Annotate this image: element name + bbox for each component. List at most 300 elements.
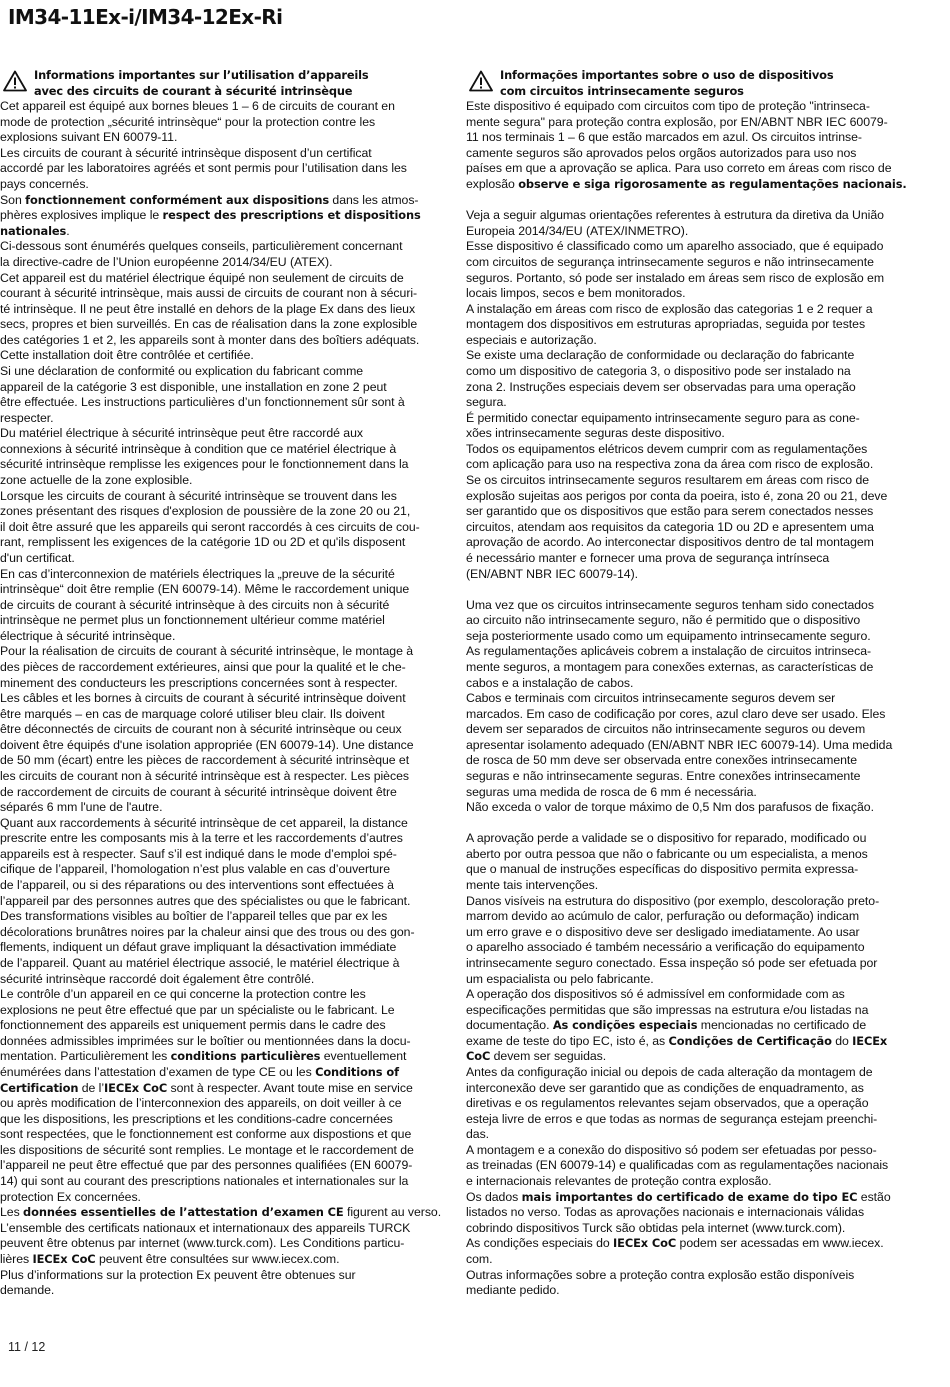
text-line: [0, 1283, 445, 1299]
line-text: Des transformations visibles au boîtier de l’appareil telles que par ex les: [0, 909, 388, 924]
text-line: [0, 738, 445, 754]
line-text: de circuits de courant à sécurité intrinsèque à des circuits non à sécurité: [0, 597, 390, 612]
line-text: il doit être assuré que les appareils qui seront raccordés à ces circuits de cou-: [0, 519, 420, 534]
line-text: aberto por outra pessoa que não o fabricante ou um especialista, a menos: [466, 846, 868, 861]
text-line: [466, 1190, 910, 1206]
text-line: [466, 1158, 910, 1174]
text-line: [0, 1096, 445, 1112]
text-line: [466, 691, 910, 707]
line-text: explosão: [466, 177, 519, 192]
line-text: Não exceda o valor de torque máximo de 0,5 Nm dos parafusos de fixação.: [466, 800, 874, 815]
text-line: [466, 707, 910, 723]
line-text: mente seguros, a montagem para conexões externas, as características de: [466, 659, 874, 674]
text-line: [0, 130, 445, 146]
line-text: com.: [466, 1251, 493, 1266]
french-heading: [0, 68, 445, 99]
line-text: sont à respecter. Avant toute mise en service: [167, 1080, 413, 1095]
line-text: segura.: [466, 395, 507, 410]
line-text: demande.: [0, 1283, 55, 1298]
text-line: [466, 1003, 910, 1019]
text-line: [0, 676, 445, 692]
text-line: [466, 940, 910, 956]
text-line: [0, 722, 445, 738]
emphasized-text: As condições especiais: [552, 1018, 698, 1033]
line-text: prescrite entre les composants mis à la terre et les raccordements d’autres: [0, 831, 403, 846]
french-heading-line-2: avec des circuits de courant à sécurité intrinsèque: [34, 83, 353, 98]
text-line: [466, 1065, 910, 1081]
text-line: [0, 115, 445, 131]
text-line: [0, 1221, 445, 1237]
text-line: [466, 1081, 910, 1097]
text-line: [466, 1283, 910, 1299]
line-text: Se os circuitos intrinsecamente seguros resultarem em áreas com risco de: [466, 473, 870, 488]
text-line: [466, 411, 910, 427]
line-text: Antes da configuração inicial ou depois de cada alteração da montagem de: [466, 1065, 873, 1079]
text-line: [466, 286, 910, 302]
line-text: interconexão deve ser garantido que as condições de enquadramento, as: [466, 1080, 864, 1095]
line-text: mente segura" para proteção contra explosão, por EN/ABNT NBR IEC 60079-: [466, 114, 888, 129]
line-text: com circuitos de segurança intrinsecamente seguros e não intrinsecamente: [466, 254, 874, 269]
emphasized-text: conditions particulières: [170, 1049, 321, 1064]
text-line: [0, 317, 445, 333]
text-line: [0, 800, 445, 816]
text-line: [466, 504, 910, 520]
line-text: de l’: [78, 1080, 105, 1095]
line-text: sont respectées, que le fonctionnement est conforme aux dispostions et que: [0, 1127, 412, 1142]
text-line: [466, 785, 910, 801]
text-line: [466, 99, 910, 115]
text-line: [0, 691, 445, 707]
text-line: [0, 1049, 445, 1065]
line-text: apresentar isolamento adequado (EN/ABNT NBR IEC 60079-14). Uma medida: [466, 737, 893, 752]
line-text: minement des conducteurs les prescriptions concernées sont à respecter.: [0, 675, 398, 690]
line-text: être marqués – en cas de marquage coloré utiliser bleu clair. Ils doivent: [0, 706, 385, 721]
line-text: de 50 mm (écart) entre les pièces de raccordement à sécurité intrinsèque et: [0, 753, 410, 768]
line-text: exame de teste do tipo EC, isto é, as: [466, 1033, 669, 1048]
line-text: mediante pedido.: [466, 1283, 560, 1298]
emphasized-text: Certification: [0, 1080, 79, 1095]
line-text: documentação.: [466, 1018, 553, 1033]
paragraph-gap: [466, 816, 910, 832]
text-line: [466, 769, 910, 785]
line-text: En cas d’interconnexion de matériels électriques la „preuve de la sécurité: [0, 566, 395, 581]
text-line: [466, 800, 910, 816]
text-line: [466, 753, 910, 769]
text-line: [466, 925, 910, 941]
text-line: [466, 909, 910, 925]
text-line: [0, 1174, 445, 1190]
text-line: [0, 473, 445, 489]
text-line: [466, 317, 910, 333]
text-line: [0, 644, 445, 660]
text-line: [466, 598, 910, 614]
text-line: [466, 972, 910, 988]
text-line: [466, 878, 910, 894]
paragraph-gap: [466, 582, 910, 598]
line-text: décolorations brunâtres noires par la chaleur ainsi que des trous ou des gon-: [0, 924, 415, 939]
text-line: [0, 925, 445, 941]
text-line: [0, 567, 445, 583]
text-line: [0, 1112, 445, 1128]
line-text: A operação dos dispositivos só é admissível em conformidade com as: [466, 987, 845, 1002]
line-text: peuvent être obtenus par internet (www.turck.com). Les Conditions particu-: [0, 1236, 405, 1251]
portuguese-body: [466, 99, 910, 1299]
line-text: Danos visíveis na estrutura do dispositivo (por exemplo, descoloração preto-: [466, 893, 880, 908]
line-text: das.: [466, 1127, 490, 1142]
text-line: [466, 146, 910, 162]
text-line: [466, 1252, 910, 1268]
line-text: Cet appareil est du matériel électrique équipé non seulement de circuits de: [0, 270, 404, 285]
line-text: é necessário manter e fornecer uma prova de segurança intrínseca: [466, 550, 830, 565]
warning-triangle-icon: [469, 70, 493, 92]
text-line: [0, 302, 445, 318]
text-line: [466, 161, 910, 177]
text-line: [0, 1236, 445, 1252]
line-text: la directive-cadre de l’Union européenne 2014/34/EU (ATEX).: [0, 254, 333, 269]
text-line: [466, 1049, 910, 1065]
text-line: [466, 380, 910, 396]
text-line: [0, 582, 445, 598]
line-text: rant, remplissent les exigences de la catégorie 1D ou 2D et qu'ils disposent: [0, 535, 406, 550]
line-text: Cabos e terminais com circuitos intrinsecamente seguros devem ser: [466, 691, 836, 706]
text-line: [0, 255, 445, 271]
text-line: [0, 271, 445, 287]
line-text: devem ser seguidas.: [490, 1049, 607, 1064]
line-text: .: [66, 223, 70, 238]
text-line: [0, 909, 445, 925]
text-line: [0, 1190, 445, 1206]
line-text: appareil de la catégorie 3 est disponible, une installation en zone 2 peut: [0, 379, 387, 394]
line-text: Ci-dessous sont énumérés quelques conseils, particulièrement concernant: [0, 239, 403, 254]
text-line: [0, 987, 445, 1003]
line-text: locais limpos, secos e bem monitorados.: [466, 286, 686, 301]
line-text: marrom devido ao acúmulo de calor, perfuração ou deformação) indicam: [466, 909, 860, 924]
line-text: Les circuits de courant à sécurité intrinsèque disposent d’un certificat: [0, 145, 372, 160]
line-text: Quant aux raccordements à sécurité intrinsèque de cet appareil, la distance: [0, 815, 408, 830]
french-column: [0, 68, 445, 1299]
line-text: especificações permitidas que são impressas na estrutura e/ou listadas na: [466, 1002, 869, 1017]
text-line: [0, 239, 445, 255]
emphasized-text: IECEx CoC: [613, 1236, 677, 1251]
text-line: [466, 489, 910, 505]
text-line: [0, 348, 445, 364]
line-text: des pièces de raccordement extérieures, ainsi que pour la qualité et le che-: [0, 659, 406, 674]
line-text: Le contrôle d’un appareil en ce qui concerne la protection contre les: [0, 987, 366, 1002]
line-text: mente tais intervenções.: [466, 878, 599, 893]
text-line: [0, 894, 445, 910]
text-line: [466, 1205, 910, 1221]
line-text: Veja a seguir algumas orientações referentes à estrutura da diretiva da União: [466, 208, 884, 223]
line-text: Os dados: [466, 1189, 522, 1204]
line-text: as treinadas (EN 60079-14) e qualificadas com as regulamentações nacionais: [466, 1158, 889, 1173]
text-line: [0, 208, 445, 224]
text-line: [466, 1112, 910, 1128]
line-text: intrinsèque“ doit être remplie (EN 60079-14). Même le raccordement unique: [0, 582, 410, 597]
line-text: xões intrinsecamente seguras deste dispositivo.: [466, 426, 725, 441]
line-text: seguras uma medida de rosca de 6 mm é necessária.: [466, 784, 757, 799]
emphasized-text: CoC: [466, 1049, 491, 1064]
line-text: fonctionnement des appareils est uniquement permis dans le cadre des: [0, 1018, 386, 1033]
document-title: IM34-11Ex-i/IM34-12Ex-Ri: [8, 5, 283, 29]
text-line: [0, 504, 445, 520]
text-line: [466, 1143, 910, 1159]
line-text: protection Ex concernées.: [0, 1189, 141, 1204]
line-text: séparés 6 mm l'une de l'autre.: [0, 800, 163, 815]
text-line: [0, 161, 445, 177]
text-line: [466, 302, 910, 318]
text-line: [466, 660, 910, 676]
line-text: seguros. Portanto, só pode ser instalado em áreas sem risco de explosão em: [466, 270, 885, 285]
line-text: d'un certificat.: [0, 550, 75, 565]
line-text: montagem dos dispositivos em estruturas apropriadas, seguida por testes: [466, 317, 866, 332]
text-line: [466, 208, 910, 224]
line-text: o aparelho associado é também necessário a verificação do equipamento: [466, 940, 865, 955]
text-line: [0, 1034, 445, 1050]
text-line: [466, 847, 910, 863]
line-text: les dispositions de sécurité sont remplies. Le montage et le raccordement de: [0, 1142, 414, 1157]
text-line: [466, 722, 910, 738]
line-text: les circuits de courant non à sécurité intrinsèque est à respecter. Les pièces: [0, 769, 409, 784]
text-line: [0, 1081, 445, 1097]
french-body: [0, 99, 445, 1299]
line-text: camente seguros são aprovados pelos orgãos autorizados para uso nos: [466, 145, 857, 160]
emphasized-text: mais importantes do certificado de exame do tipo EC: [521, 1189, 858, 1204]
text-line: [466, 115, 910, 131]
warning-triangle-icon: [3, 70, 27, 92]
line-text: aprovação de acordo. Ao interconectar dispositivos dentro de tal montagem: [466, 535, 874, 550]
line-text: de rosca de 50 mm deve ser observada entre conexões intrinsecamente: [466, 753, 858, 768]
line-text: (EN/ABNT NBR IEC 60079-14).: [466, 566, 639, 581]
text-line: [466, 520, 910, 536]
text-line: [0, 1252, 445, 1268]
text-line: [466, 738, 910, 754]
line-text: explosions ne peut être effectué que par un spécialiste ou le fabricant. Le: [0, 1002, 395, 1017]
text-line: [466, 1018, 910, 1034]
text-line: [466, 1127, 910, 1143]
text-line: [466, 987, 910, 1003]
line-text: que les dispositions, les prescriptions et les conditions-cadre concernées: [0, 1111, 393, 1126]
text-line: [0, 1158, 445, 1174]
text-line: [0, 956, 445, 972]
line-text: especiais e autorização.: [466, 332, 597, 347]
line-text: pays concernés.: [0, 177, 89, 192]
line-text: A aprovação perde a validade se o dispositivo for reparado, modificado ou: [466, 831, 867, 846]
text-line: [0, 411, 445, 427]
portuguese-heading: [466, 68, 910, 99]
line-text: appareils est à respecter. Sauf s’il est indiqué dans le mode d’emploi spé-: [0, 846, 397, 861]
text-line: [0, 613, 445, 629]
text-line: [0, 1065, 445, 1081]
line-text: devem ser separados de circuitos não intrinsecamente seguros ou devem: [466, 722, 866, 737]
text-line: [0, 847, 445, 863]
emphasized-text: fonctionnement conformément aux dispositions: [25, 192, 330, 207]
line-text: zone actuelle de la zone explosible.: [0, 473, 193, 488]
line-text: Les: [0, 1205, 24, 1220]
line-text: figurent au verso.: [343, 1205, 442, 1220]
text-line: [0, 1268, 445, 1284]
emphasized-text: données essentielles de l’attestation d’examen CE: [23, 1205, 344, 1220]
line-text: Cet appareil est équipé aux bornes bleues 1 – 6 de circuits de courant en: [0, 99, 395, 114]
line-text: Todos os equipamentos elétricos devem cumprir com as regulamentações: [466, 441, 868, 456]
text-line: [0, 395, 445, 411]
text-line: [466, 676, 910, 692]
line-text: L’ensemble des certificats nationaux et internationaux des appareils TURCK: [0, 1220, 411, 1235]
text-line: [0, 286, 445, 302]
text-line: [466, 442, 910, 458]
text-line: [0, 535, 445, 551]
line-text: doivent être équipés d'une isolation appropriée (EN 60079-14). Une distance: [0, 737, 414, 752]
line-text: países em que a aprovação se aplica. Para uso correto em áreas com risco de: [466, 161, 892, 176]
line-text: l’appareil ne peut être effectué que par des personnes qualifiées (EN 60079-: [0, 1158, 413, 1173]
line-text: As condições especiais do: [466, 1236, 614, 1251]
text-line: [466, 629, 910, 645]
text-line: [466, 426, 910, 442]
line-text: té intrinsèque. Il ne peut être installé en dehors de la plage Ex dans des lieux: [0, 301, 416, 316]
line-text: que o manual de instruções específicas do dispositivo permita expressa-: [466, 862, 859, 877]
text-line: [466, 271, 910, 287]
text-line: [466, 1034, 910, 1050]
emphasized-text: observe e siga rigorosamente as regulamentações nacionais.: [518, 177, 907, 192]
portuguese-column: [466, 68, 910, 1299]
line-text: courant à sécurité intrinsèque, mais aussi de circuits de courant non à sécuri-: [0, 286, 418, 301]
text-line: [0, 1018, 445, 1034]
text-line: [0, 707, 445, 723]
line-text: respecter.: [0, 410, 54, 425]
text-line: [0, 442, 445, 458]
line-text: intrinsèque ne permet plus un fonctionnement ultérieur comme matériel: [0, 613, 385, 628]
line-text: esteja livre de erros e que todas as normas de segurança estejam preenchi-: [466, 1111, 878, 1126]
text-line: [0, 972, 445, 988]
line-text: A instalação em áreas com risco de explosão das categorias 1 e 2 requer a: [466, 301, 873, 316]
text-line: [466, 239, 910, 255]
line-text: mentation. Particulièrement les: [0, 1049, 171, 1064]
text-line: [0, 753, 445, 769]
text-line: [0, 146, 445, 162]
text-line: [0, 489, 445, 505]
line-text: Lorsque les circuits de courant à sécurité intrinsèque se trouvent dans les: [0, 488, 397, 503]
line-text: flements, indiquent un défaut grave impliquant la désactivation immédiate: [0, 940, 397, 955]
text-line: [0, 629, 445, 645]
emphasized-text: Condições de Certificação: [668, 1033, 832, 1048]
text-line: [0, 520, 445, 536]
text-line: [0, 660, 445, 676]
text-line: [0, 1127, 445, 1143]
line-text: être effectuée. Les instructions particulières d’un fonctionnement sûr sont à: [0, 395, 405, 410]
line-text: seguras e não intrinsecamente seguras. Entre conexões intrinsecamente: [466, 769, 861, 784]
text-line: [0, 426, 445, 442]
emphasized-text: nationales: [0, 223, 67, 238]
text-line: [0, 878, 445, 894]
line-text: diretivas e os regulamentos relevantes sejam observados, que a operação: [466, 1096, 869, 1111]
line-text: des catégories 1 et 2, les appareils sont à monter dans des boîtiers adéquats.: [0, 332, 420, 347]
text-line: [466, 831, 910, 847]
line-text: Du matériel électrique à sécurité intrinsèque peut être raccordé aux: [0, 426, 363, 441]
line-text: e internacionais relevantes de proteção contra explosão.: [466, 1174, 772, 1189]
line-text: Si une déclaration de conformité ou explication du fabricant comme: [0, 363, 364, 378]
line-text: de l’appareil. Quant au matériel électrique associé, le matériel électrique à: [0, 955, 400, 970]
portuguese-heading-line-2: com circuitos intrinsecamente seguros: [500, 83, 744, 98]
line-text: marcados. Em caso de codificação por cores, azul claro deve ser usado. Eles: [466, 706, 886, 721]
page-number: 11 / 12: [8, 1340, 46, 1354]
line-text: secs, propres et bien surveillés. En cas de réalisation dans la zone explosible: [0, 317, 418, 332]
line-text: intrinsecamente seguro conectado. Essa inspeção só pode ser efetuada por: [466, 955, 878, 970]
line-text: Europeia 2014/34/EU (ATEX/INMETRO).: [466, 223, 689, 238]
line-text: cifique de l’appareil, l’homologation n’est plus valable en cas d’ouverture: [0, 862, 390, 877]
paragraph-gap: [466, 193, 910, 209]
line-text: Son: [0, 192, 26, 207]
line-text: ser garantido que os dispositivos que estão para serem conectados nesses: [466, 504, 874, 519]
line-text: listados no verso. Todas as aprovações nacionais e internacionais válidas: [466, 1205, 865, 1220]
text-line: [466, 395, 910, 411]
line-text: um espacialista ou pelo fabricante.: [466, 971, 654, 986]
line-text: Uma vez que os circuitos intrinsecamente seguros tenham sido conectados: [466, 597, 874, 612]
text-line: [0, 598, 445, 614]
line-text: podem ser acessadas em www.iecex.: [676, 1236, 884, 1251]
line-text: seja posteriormente usado como um equipamento intrinsecamente seguro.: [466, 628, 871, 643]
line-text: cobrindo dispositivos Turck são obtidas pela internet (www.turck.com).: [466, 1220, 846, 1235]
text-line: [0, 1205, 445, 1221]
text-line: [466, 333, 910, 349]
line-text: ou après modification de l’interconnexion des appareils, on doit veiller à ce: [0, 1096, 402, 1111]
line-text: explosions suivant EN 60079-11.: [0, 130, 178, 145]
text-line: [0, 457, 445, 473]
text-line: [0, 1143, 445, 1159]
text-line: [466, 567, 910, 583]
line-text: de l’appareil, ou si des réparations ou des interventions sont effectuées à: [0, 878, 394, 893]
text-line: [466, 1268, 910, 1284]
text-line: [0, 769, 445, 785]
text-line: [466, 473, 910, 489]
line-text: Este dispositivo é equipado com circuitos com tipo de proteção "intrinseca-: [466, 99, 870, 114]
text-line: [0, 862, 445, 878]
line-text: peuvent être consultées sur www.iecex.com.: [95, 1251, 340, 1266]
text-line: [466, 613, 910, 629]
line-text: circuitos, atendam aos requisitos da categoria 1D ou 2D e apresentem uma: [466, 519, 874, 534]
line-text: connexions à sécurité intrinsèque à condition que ce matériel électrique à: [0, 441, 397, 456]
text-line: [466, 1174, 910, 1190]
line-text: Plus d’informations sur la protection Ex peuvent être obtenues sur: [0, 1267, 356, 1282]
line-text: Se existe uma declaração de conformidade ou declaração do fabricante: [466, 348, 855, 363]
line-text: eventuellement: [320, 1049, 407, 1064]
text-line: [466, 862, 910, 878]
line-text: sécurité intrinsèque raccordé doit également être contrôlé.: [0, 971, 315, 986]
text-line: [0, 816, 445, 832]
text-line: [466, 457, 910, 473]
emphasized-text: IECEx CoC: [32, 1251, 96, 1266]
line-text: être déconnectés de circuits de courant non à sécurité intrinsèque ou ceux: [0, 722, 402, 737]
line-text: cabos e a instalação de cabos.: [466, 675, 634, 690]
line-text: l’appareil par des personnes autres que des spécialistes ou que le fabricant.: [0, 893, 411, 908]
line-text: phères explosives implique le: [0, 208, 163, 223]
line-text: mencionadas no certificado de: [697, 1018, 867, 1033]
emphasized-text: IECEx CoC: [104, 1080, 168, 1095]
line-text: zones présentant des risques d'explosion de poussière de la zone 20 ou 21,: [0, 504, 411, 519]
emphasized-text: IECEx: [852, 1033, 888, 1048]
text-line: [0, 99, 445, 115]
line-text: sécurité intrinsèque remplisse les exigences pour le fonctionnement dans la: [0, 457, 409, 472]
line-text: As regulamentações aplicáveis cobrem a instalação de circuitos intrinseca-: [466, 644, 872, 659]
text-line: [0, 333, 445, 349]
text-line: [466, 535, 910, 551]
line-text: 14) qui sont au courant des prescriptions nationales et internationales sur la: [0, 1174, 409, 1189]
text-line: [0, 551, 445, 567]
line-text: ao circuito não intrinsecamente seguro, não é permitido que o dispositivo: [466, 613, 861, 628]
text-line: [0, 831, 445, 847]
line-text: électrique à sécurité intrinsèque.: [0, 628, 176, 643]
text-line: [466, 1096, 910, 1112]
text-line: [0, 364, 445, 380]
line-text: A montagem e a conexão do dispositivo só podem ser efetuadas por pesso-: [466, 1142, 877, 1157]
